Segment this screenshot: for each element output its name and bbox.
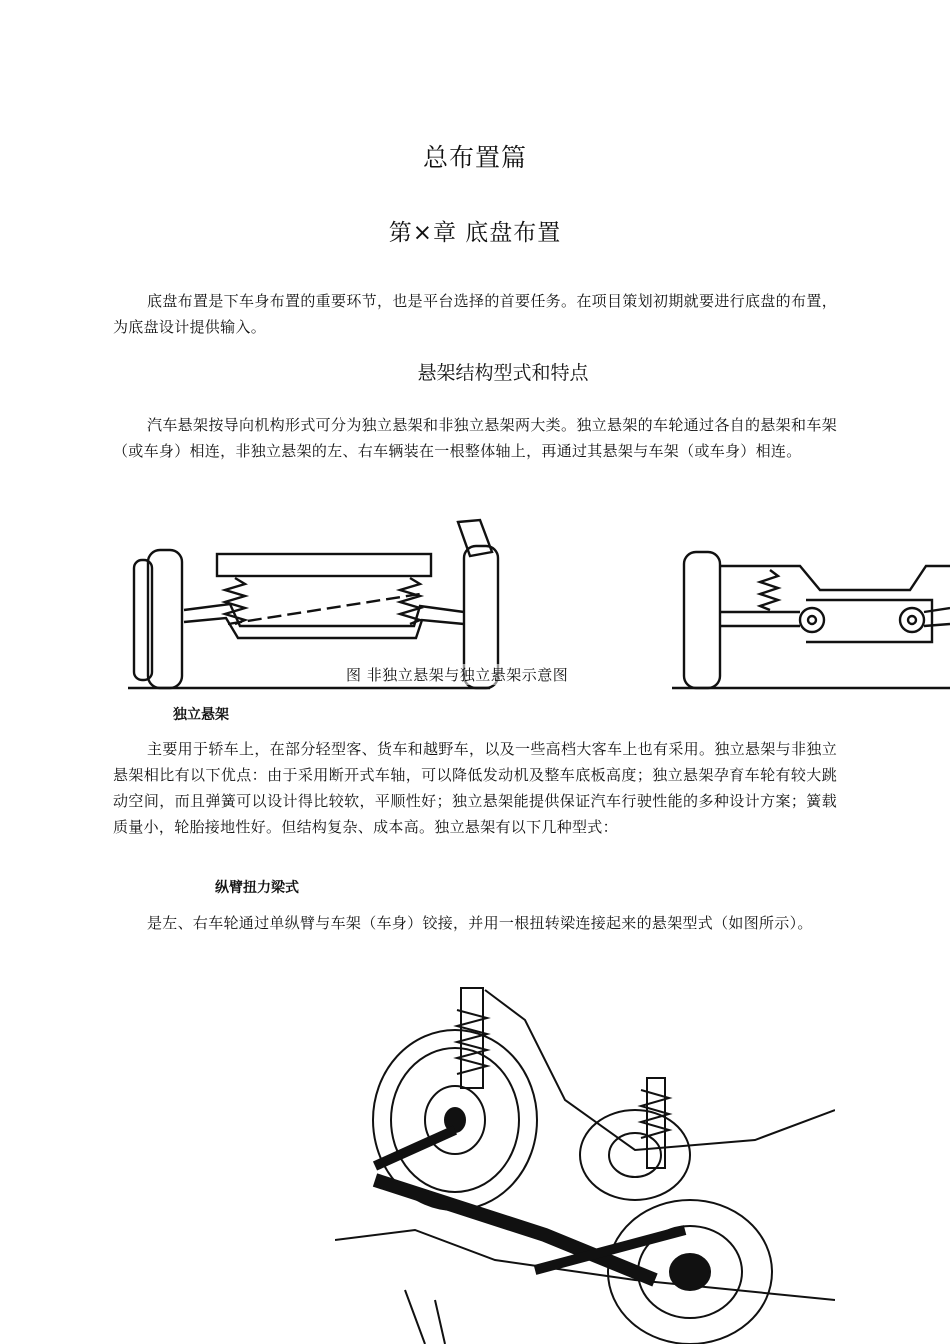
trailing-arm-paragraph: 是左、右车轮通过单纵臂与车架（车身）铰接，并用一根扭转梁连接起来的悬架型式（如图所示）。	[147, 914, 813, 932]
figure-caption: 图 非独立悬架与独立悬架示意图	[346, 666, 569, 684]
independent-suspension-paragraph: 主要用于轿车上，在部分轻型客、货车和越野车，以及一些高档大客车上也有采用。独立悬架与非独立悬架相比有以下优点：由于采用断开式车轴，可以降低发动机及整车底板高度；独立悬架孕育车轮有较大跳动空间，而且弹簧可以设计得比较软，平顺性好；独立悬架能提供保证汽车行驶性能的多种设计方案；簧载质量小，轮胎接地性好。但结构复杂、成本高。独立悬架有以下几种型式：	[113, 740, 837, 836]
torsion-beam-suspension-illustration	[335, 980, 835, 1344]
sub-heading: 独立悬架	[173, 707, 229, 723]
document-title: 总布置篇	[422, 143, 527, 172]
chapter-heading: 第×章 底盘布置	[388, 220, 562, 246]
section-paragraph: 汽车悬架按导向机构形式可分为独立悬架和非独立悬架两大类。独立悬架的车轮通过各自的悬架和车架（或车身）相连，非独立悬架的左、右车辆装在一根整体轴上，再通过其悬架与车架（或车身）相连。	[113, 416, 837, 460]
intro-paragraph: 底盘布置是下车身布置的重要环节，也是平台选择的首要任务。在项目策划初期就要进行底盘的布置，为底盘设计提供输入。	[113, 292, 837, 336]
sub-sub-heading: 纵臂扭力梁式	[215, 880, 299, 896]
section-heading: 悬架结构型式和特点	[417, 362, 589, 384]
